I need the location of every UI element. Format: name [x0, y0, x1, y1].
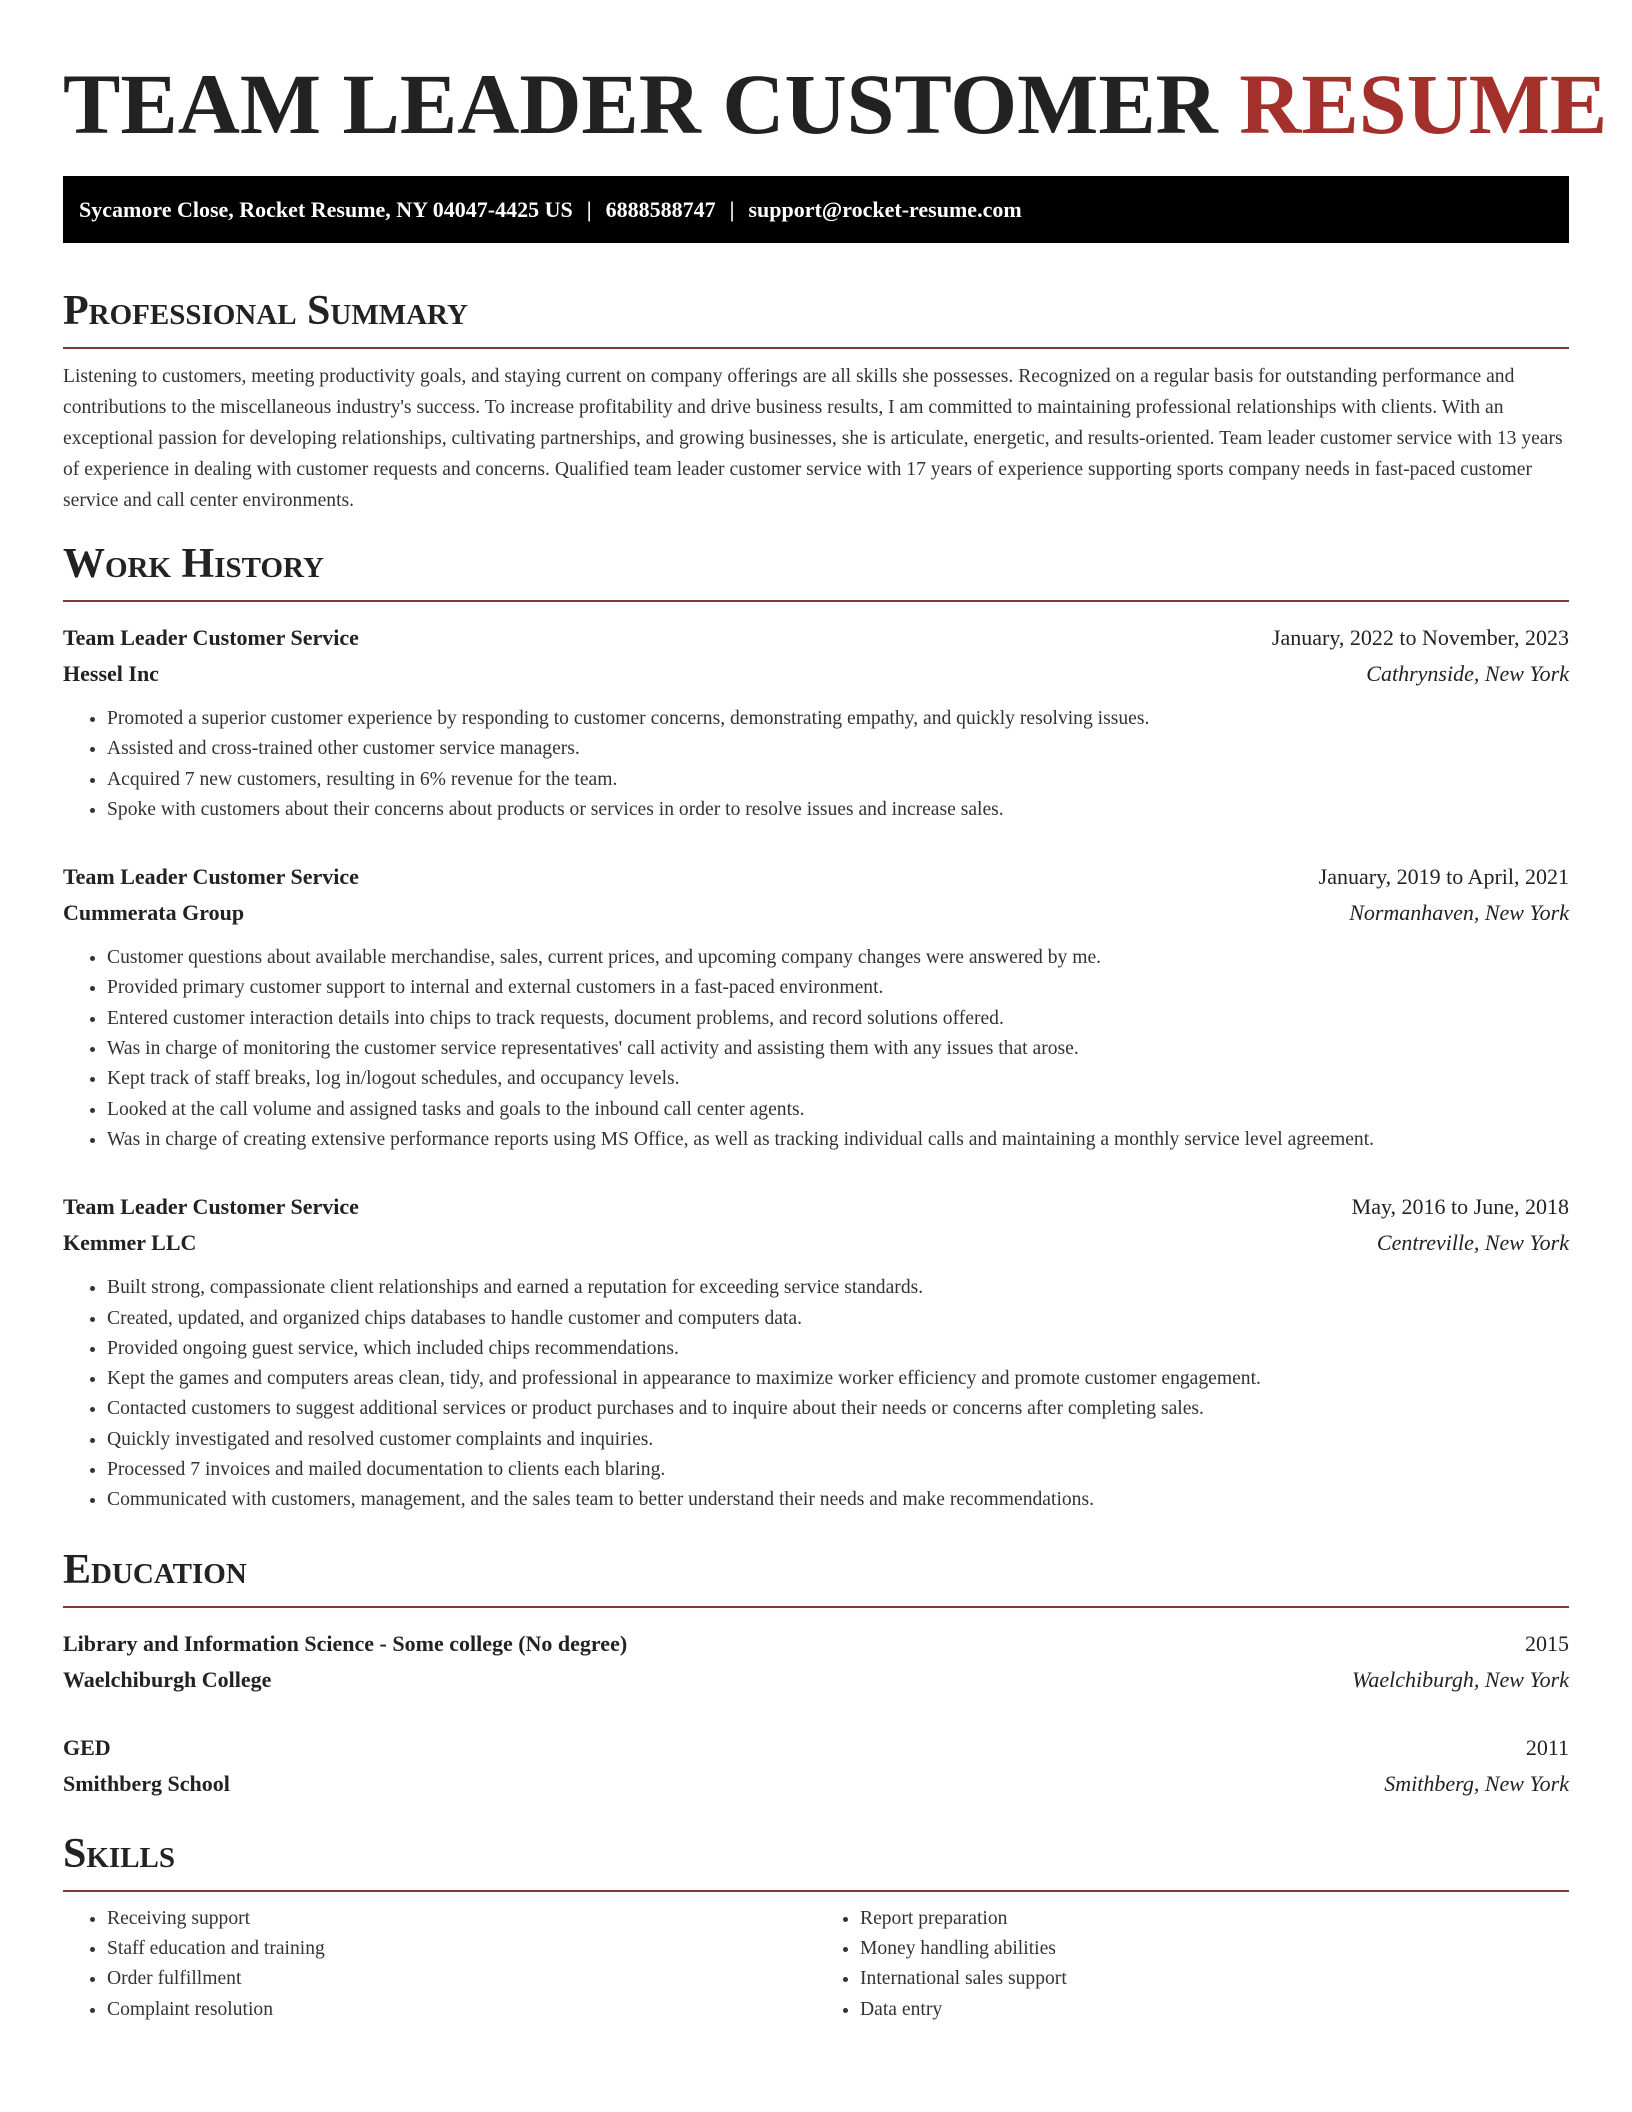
- contact-separator: |: [586, 196, 592, 222]
- job-bullet-list: [63, 1273, 1569, 1515]
- education-year: 2011: [1525, 1734, 1569, 1760]
- education-entry: [63, 1626, 1569, 1698]
- job-location: Normanhaven, New York: [1349, 900, 1569, 926]
- resume-title-main: TEAM LEADER CUSTOMER: [63, 56, 1218, 152]
- job-role: Team Leader Customer Service: [63, 1194, 359, 1220]
- job-header-row: [63, 620, 1569, 656]
- education-header-row: [63, 1626, 1569, 1662]
- resume-title: [63, 56, 1608, 152]
- job-dates: January, 2019 to April, 2021: [1318, 864, 1569, 890]
- list-item: • Communicated with customers, management, and the sales team to better understand their needs and make recommendations.: [107, 1485, 1569, 1515]
- job-company-row: [63, 656, 1569, 692]
- job-entry: [63, 859, 1569, 1155]
- job-company-row: [63, 895, 1569, 931]
- skill-item: • Complaint resolution: [107, 1995, 816, 2025]
- skill-item: • Order fulfillment: [107, 1964, 816, 1994]
- job-dates: January, 2022 to November, 2023: [1271, 625, 1569, 650]
- education-entry: [63, 1730, 1569, 1802]
- job-company-row: [63, 1225, 1569, 1261]
- list-item: • Was in charge of creating extensive performance reports using MS Office, as well as tracking individual calls and maintaining a monthly service level agreement.: [107, 1125, 1569, 1155]
- list-item: • Built strong, compassionate client relationships and earned a reputation for exceeding service standards.: [107, 1273, 1569, 1303]
- job-header-row: [63, 859, 1569, 895]
- education-degree: GED: [63, 1734, 111, 1760]
- section-title-work-history: Work History: [63, 541, 324, 587]
- job-entry: [63, 620, 1569, 825]
- skill-item: • Receiving support: [107, 1904, 816, 1934]
- contact-phone: 6888588747: [605, 196, 716, 222]
- education-school-row: [63, 1766, 1569, 1802]
- section-divider: [63, 1606, 1569, 1608]
- skill-item: • International sales support: [860, 1964, 1569, 1994]
- list-item: • Kept the games and computers areas clean, tidy, and professional in appearance to maximize worker efficiency and promote customer engagement.: [107, 1364, 1569, 1394]
- job-company: Cummerata Group: [63, 900, 245, 926]
- skill-item: • Data entry: [860, 1995, 1569, 2025]
- job-role: Team Leader Customer Service: [63, 864, 359, 890]
- job-location: Centreville, New York: [1376, 1230, 1569, 1256]
- list-item: • Promoted a superior customer experience by responding to customer concerns, demonstrating empathy, and quickly resolving issues.: [107, 704, 1569, 734]
- contact-email: support@rocket-resume.com: [748, 196, 1022, 222]
- list-item: • Customer questions about available merchandise, sales, current prices, and upcoming company changes were answered by me.: [107, 943, 1569, 973]
- list-item: • Quickly investigated and resolved customer complaints and inquiries.: [107, 1425, 1569, 1455]
- work-history-list: [63, 620, 1569, 1516]
- list-item: • Assisted and cross-trained other customer service managers.: [107, 734, 1569, 764]
- contact-address: Sycamore Close, Rocket Resume, NY 04047-4425 US: [79, 196, 573, 222]
- list-item: • Entered customer interaction details into chips to track requests, document problems, and record solutions offered.: [107, 1004, 1569, 1034]
- job-company: Hessel Inc: [63, 661, 159, 686]
- list-item: • Created, updated, and organized chips databases to handle customer and computers data.: [107, 1304, 1569, 1334]
- education-location: Waelchiburgh, New York: [1352, 1666, 1569, 1692]
- job-location: Cathrynside, New York: [1366, 661, 1569, 686]
- section-divider: [63, 347, 1569, 349]
- list-item: • Was in charge of monitoring the customer service representatives' call activity and assisting them with any issues that arose.: [107, 1034, 1569, 1064]
- education-school-row: [63, 1662, 1569, 1698]
- section-divider: [63, 1890, 1569, 1892]
- skills-columns: [63, 1904, 1569, 2025]
- education-school: Waelchiburgh College: [63, 1666, 272, 1692]
- skill-item: • Money handling abilities: [860, 1934, 1569, 1964]
- job-bullet-list: [63, 704, 1569, 825]
- education-header-row: [63, 1730, 1569, 1766]
- contact-bar: [63, 176, 1569, 243]
- contact-separator: |: [729, 196, 735, 222]
- job-entry: [63, 1189, 1569, 1515]
- section-divider: [63, 600, 1569, 602]
- education-list: [63, 1626, 1569, 1802]
- list-item: • Spoke with customers about their concerns about products or services in order to resolve issues and increase sales.: [107, 795, 1569, 825]
- list-item: • Kept track of staff breaks, log in/logout schedules, and occupancy levels.: [107, 1064, 1569, 1094]
- job-dates: May, 2016 to June, 2018: [1351, 1194, 1569, 1220]
- skills-list-left: [63, 1904, 816, 2025]
- education-year: 2015: [1525, 1630, 1569, 1656]
- education-degree: Library and Information Science - Some college (No degree): [63, 1630, 628, 1656]
- resume-title-accent: RESUME: [1239, 56, 1608, 152]
- section-title-skills: Skills: [63, 1830, 176, 1877]
- summary-text: Listening to customers, meeting productivity goals, and staying current on company offerings are all skills she possesses. Recognized on a regular basis for outstanding performance and contributions to the miscellaneous industry's success. To increase profitability and drive business results, I am committed to maintaining professional relationships with clients. With an exceptional passion for developing relationships, cultivating partnerships, and growing businesses, she is articulate, energetic, and results-oriented. Team leader customer service with 13 years of experience in dealing with customer requests and concerns. Qualified team leader customer service with 17 years of experience supporting sports company needs in fast-paced customer service and call center environments.: [63, 366, 1563, 511]
- list-item: • Looked at the call volume and assigned tasks and goals to the inbound call center agents.: [107, 1095, 1569, 1125]
- skill-item: • Staff education and training: [107, 1934, 816, 1964]
- list-item: • Provided ongoing guest service, which included chips recommendations.: [107, 1334, 1569, 1364]
- job-bullet-list: [63, 943, 1569, 1155]
- list-item: • Provided primary customer support to internal and external customers in a fast-paced environment.: [107, 973, 1569, 1003]
- skill-item: • Report preparation: [860, 1904, 1569, 1934]
- job-role: Team Leader Customer Service: [63, 625, 359, 650]
- education-location: Smithberg, New York: [1384, 1770, 1569, 1796]
- job-header-row: [63, 1189, 1569, 1225]
- list-item: • Contacted customers to suggest additional services or product purchases and to inquire about their needs or concerns after completing sales.: [107, 1394, 1569, 1424]
- job-company: Kemmer LLC: [63, 1230, 197, 1256]
- section-title-summary: Professional Summary: [63, 288, 468, 334]
- skills-list-right: [816, 1904, 1569, 2025]
- list-item: • Processed 7 invoices and mailed documentation to clients each blaring.: [107, 1455, 1569, 1485]
- section-title-education: Education: [63, 1546, 247, 1593]
- list-item: • Acquired 7 new customers, resulting in 6% revenue for the team.: [107, 765, 1569, 795]
- education-school: Smithberg School: [63, 1770, 230, 1796]
